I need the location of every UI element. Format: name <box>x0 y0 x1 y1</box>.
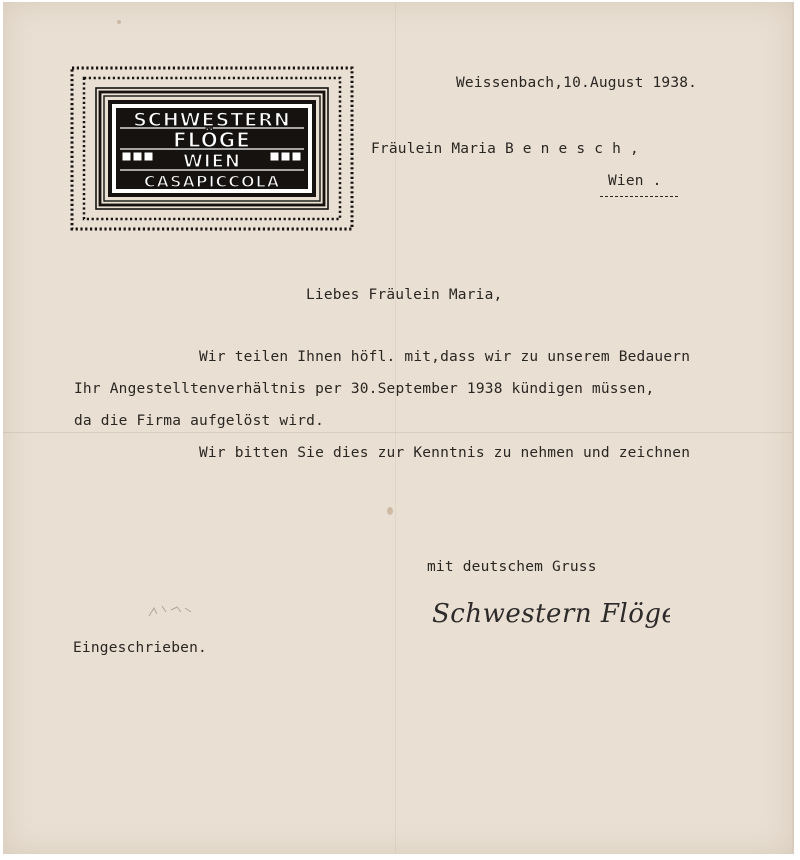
signature-graphic <box>430 588 670 640</box>
recipient-name: Fräulein Maria B e n e s c h , <box>371 141 639 157</box>
paper-stain <box>117 20 121 24</box>
handwritten-signature <box>430 588 670 640</box>
faint-mark <box>145 598 195 623</box>
registered-note: Eingeschrieben. <box>73 640 207 656</box>
recipient-city-underline <box>600 196 678 197</box>
letterhead-line-2: FLÖGE <box>173 128 251 152</box>
place-date: Weissenbach,10.August 1938. <box>456 75 698 91</box>
letterhead-line-4: CASAPICCOLA <box>143 172 281 191</box>
letterhead-logo-graphic <box>70 66 354 231</box>
recipient-city: Wien . <box>608 173 662 189</box>
body-line-4: Wir bitten Sie dies zur Kenntnis zu nehmen und zeichnen <box>199 445 691 461</box>
paper-stain <box>387 507 393 515</box>
body-line-1: Wir teilen Ihnen höfl. mit,dass wir zu unserem Bedauern <box>199 349 691 365</box>
letterhead-logo <box>70 66 354 231</box>
fold-crease-vertical <box>395 2 396 854</box>
body-line-2: Ihr Angestelltenverhältnis per 30.September 1938 kündigen müssen, <box>74 381 655 397</box>
fold-crease-horizontal <box>3 432 792 433</box>
letterhead-line-3: WIEN <box>183 151 241 172</box>
body-line-3: da die Firma aufgelöst wird. <box>74 413 325 429</box>
letterhead-line-1: SCHWESTERN <box>133 109 291 131</box>
closing-greeting: mit deutschem Gruss <box>427 559 597 575</box>
salutation: Liebes Fräulein Maria, <box>306 287 503 303</box>
svg-text:Schwestern Flöge: Schwestern Flöge <box>432 599 670 629</box>
